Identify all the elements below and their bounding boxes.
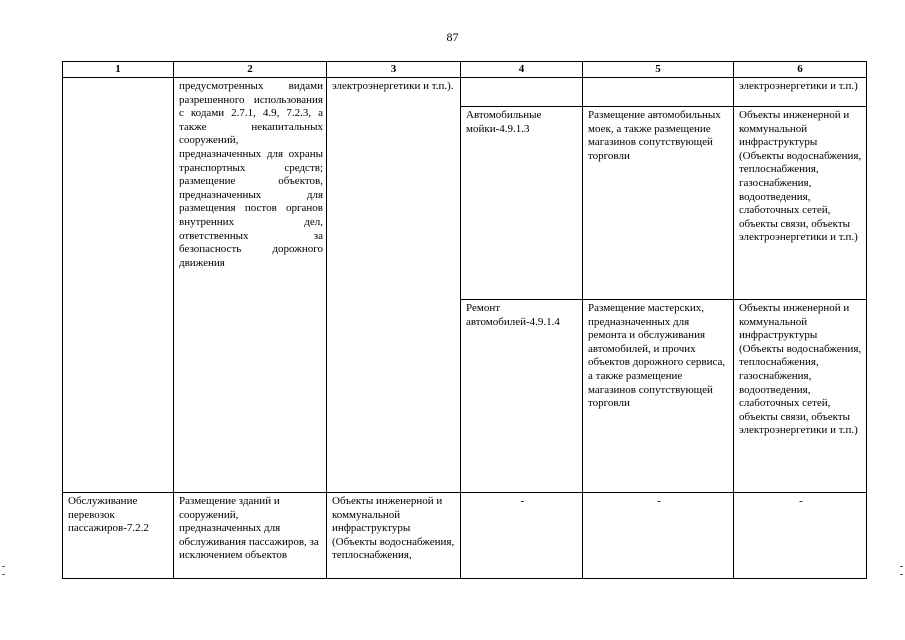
row2-col5: - — [583, 493, 734, 579]
row1-sub3-col5: Размещение мастерских, предназначенных для ремонта и обслуживания автомобилей, и прочих объектов дорожного сервиса, а также размещение магазинов сопутствующей торговли — [583, 300, 734, 493]
row1-col1 — [63, 78, 174, 493]
row1-sub1-col6: электроэнергетики и т.п.) — [734, 78, 867, 107]
row1-sub3-col6: Объекты инженерной и коммунальной инфраструктуры (Объекты водоснабжения, теплоснабжения, газоснабжения, водоотведения, слаботочных сетей, объекты связи, объекты электроэнергетики и т.п.) — [734, 300, 867, 493]
row2-col6: - — [734, 493, 867, 579]
row1-sub2-col6: Объекты инженерной и коммунальной инфраструктуры (Объекты водоснабжения, теплоснабжения, газоснабжения, водоотведения, слаботочных сетей, объекты связи, объекты электроэнергетики и т.п.) — [734, 107, 867, 300]
column-header-3: 3 — [327, 62, 461, 78]
row2-col4: - — [461, 493, 583, 579]
margin-mark-left — [2, 566, 5, 567]
margin-mark-right — [900, 574, 903, 575]
column-header-5: 5 — [583, 62, 734, 78]
header-row — [63, 62, 867, 78]
row1-sub2-col4: Автомобильные мойки-4.9.1.3 — [461, 107, 583, 300]
row1-sub1-col4 — [461, 78, 583, 107]
table-row — [63, 493, 867, 579]
row1-col3: электроэнергетики и т.п.). — [327, 78, 461, 493]
margin-mark-left — [2, 574, 5, 575]
row2-col3: Объекты инженерной и коммунальной инфраструктуры (Объекты водоснабжения, теплоснабжения, — [327, 493, 461, 579]
column-header-4: 4 — [461, 62, 583, 78]
column-header-1: 1 — [63, 62, 174, 78]
table-row — [63, 78, 867, 107]
page-number: 87 — [446, 30, 459, 44]
row2-col2: Размещение зданий и сооружений, предназначенных для обслуживания пассажиров, за исключением объектов — [174, 493, 327, 579]
column-header-6: 6 — [734, 62, 867, 78]
row1-sub1-col5 — [583, 78, 734, 107]
column-header-2: 2 — [174, 62, 327, 78]
row2-col1: Обслуживание перевозок пассажиров-7.2.2 — [63, 493, 174, 579]
row1-sub3-col4: Ремонт автомобилей-4.9.1.4 — [461, 300, 583, 493]
margin-mark-right — [900, 566, 903, 567]
zoning-table — [62, 61, 867, 579]
row1-col2: предусмотренных видами разрешенного использования с кодами 2.7.1, 4.9, 7.2.3, а также некапитальных сооружений, предназначенных для охраны транспортных средств; размещение объектов, предназначенных для размещения постов органов внутренних дел, ответственных за безопасность дорожного движения — [174, 78, 327, 493]
row1-sub2-col5: Размещение автомобильных моек, а также размещение магазинов сопутствующей торговли — [583, 107, 734, 300]
